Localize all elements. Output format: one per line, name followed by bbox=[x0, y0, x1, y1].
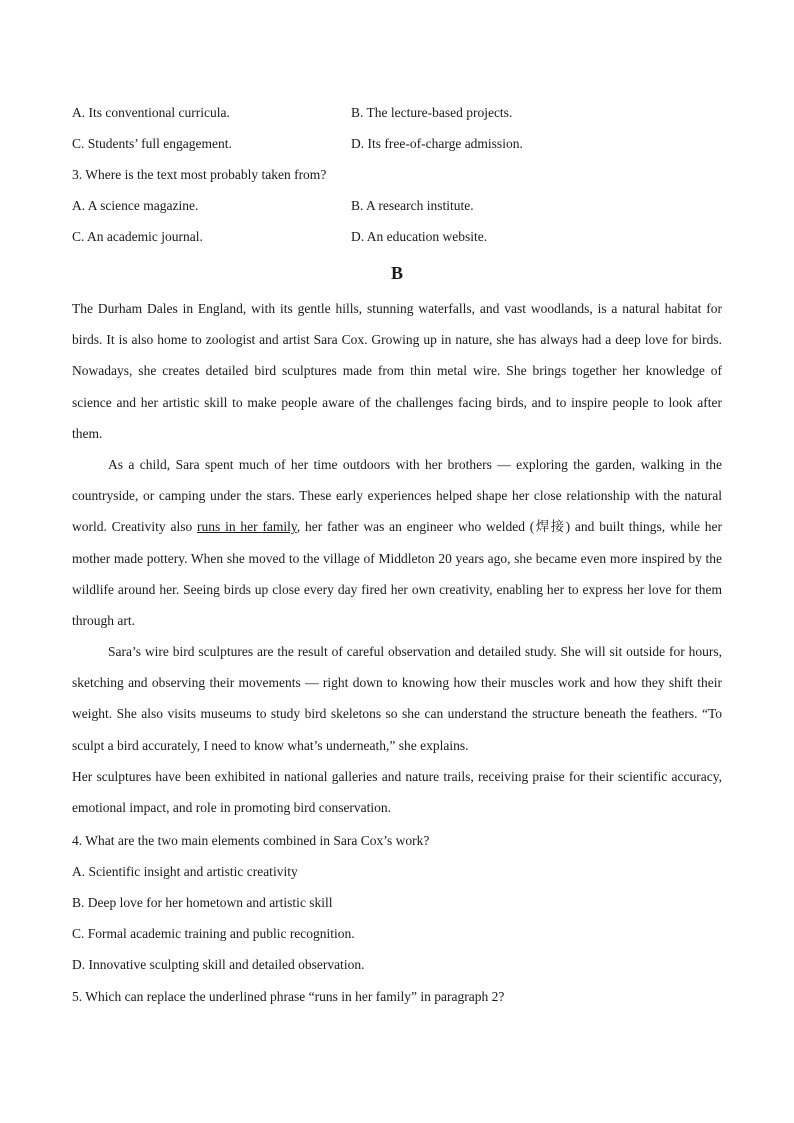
q4-stem: 4. What are the two main elements combined in Sara Cox’s work? bbox=[72, 833, 430, 848]
q2-option-d: D. Its free-of-charge admission. bbox=[351, 136, 523, 151]
q4-option-a: A. Scientific insight and artistic creativity bbox=[72, 864, 298, 879]
passage-paragraph-3: Sara’s wire bird sculptures are the result of careful observation and detailed study. She will sit outside for hours, sketching and observing their movements — right down to knowing how their muscles work and how they shift their weight. She also visits museums to study bird skeletons so she can understand the structure beneath the feathers. “To sculpt a bird accurately, I need to know what’s underneath,” she explains. bbox=[72, 644, 722, 753]
q5-stem: 5. Which can replace the underlined phrase “runs in her family” in paragraph 2? bbox=[72, 989, 505, 1004]
q4-option-c: C. Formal academic training and public recognition. bbox=[72, 926, 355, 941]
paragraph-2-text-start: As a child, Sara spent much of her time outdoors with her brothers — exploring the garden, walking in the countryside, or camping under the stars. These early experiences helped shape her close relationship with the natural world. Creativity also bbox=[72, 457, 722, 535]
q4-option-b: B. Deep love for her hometown and artistic skill bbox=[72, 895, 333, 910]
q2-option-c: C. Students’ full engagement. bbox=[72, 136, 232, 151]
section-heading: B bbox=[390, 263, 403, 283]
q3-option-a: A. A science magazine. bbox=[72, 198, 199, 213]
passage-paragraph-2 bbox=[72, 449, 722, 636]
passage-paragraph-4: Her sculptures have been exhibited in national galleries and nature trails, receiving praise for their scientific accuracy, emotional impact, and role in promoting bird conservation. bbox=[72, 769, 722, 816]
passage-paragraph-1: The Durham Dales in England, with its gentle hills, stunning waterfalls, and vast woodlands, is a natural habitat for birds. It is also home to zoologist and artist Sara Cox. Growing up in nature, she has always had a deep love for birds. Nowadays, she creates detailed bird sculptures made from thin metal wire. She brings together her knowledge of science and her artistic skill to make people aware of the challenges facing birds, and to inspire people to look after them. bbox=[72, 301, 722, 441]
q2-option-a: A. Its conventional curricula. bbox=[72, 105, 230, 120]
q3-option-b: B. A research institute. bbox=[351, 198, 474, 213]
paragraph-2-text-end: , her father was an engineer who welded (焊接) and built things, while her mother made pottery. When she moved to the village of Middleton 20 years ago, she became even more inspired by the wildlife around her. Seeing birds up close every day fired her own creativity, enabling her to express her love for them through art. bbox=[72, 519, 722, 629]
q4-option-d: D. Innovative sculpting skill and detailed observation. bbox=[72, 957, 365, 972]
q3-option-d: D. An education website. bbox=[351, 229, 488, 244]
q2-option-b: B. The lecture-based projects. bbox=[351, 105, 513, 120]
q3-option-c: C. An academic journal. bbox=[72, 229, 203, 244]
q3-stem: 3. Where is the text most probably taken from? bbox=[72, 167, 327, 182]
underlined-phrase: runs in her family bbox=[197, 519, 297, 535]
